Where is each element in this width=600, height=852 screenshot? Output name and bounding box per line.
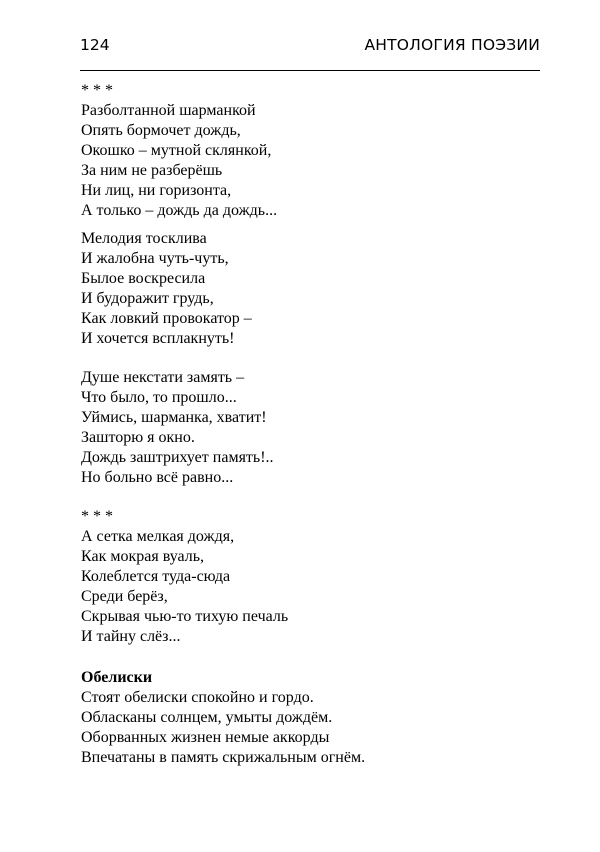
stanza	[81, 688, 541, 768]
verse-line: Мелодия тосклива	[81, 230, 207, 247]
verse-line: А только – дождь да дождь...	[81, 202, 278, 219]
verse-line: За ним не разберёшь	[81, 162, 223, 179]
verse-line: Среди берёз,	[81, 588, 168, 605]
poem-title: Обелиски	[81, 669, 153, 686]
stanza	[81, 527, 541, 647]
verse-line: И будоражит грудь,	[81, 290, 214, 307]
verse-line: Зашторю я окно.	[81, 429, 195, 446]
page-content	[81, 81, 541, 768]
verse-line: И хочется всплакнуть!	[81, 330, 235, 347]
verse-line: Оборванных жизнен немые аккорды	[81, 729, 330, 746]
stanza	[81, 101, 541, 221]
verse-line: Скрывая чью-то тихую печаль	[81, 608, 289, 625]
running-title: АНТОЛОГИЯ ПОЭЗИИ	[364, 36, 540, 54]
poem	[81, 81, 541, 488]
stanza	[81, 229, 541, 349]
verse-line: Ни лиц, ни горизонта,	[81, 182, 232, 199]
verse-line: Дождь заштрихует память!..	[81, 449, 274, 466]
verse-line: Опять бормочет дождь,	[81, 122, 241, 139]
page-header	[80, 36, 540, 71]
verse-line: Но больно всё равно...	[81, 469, 234, 486]
verse-line: Уймись, шарманка, хватит!	[81, 409, 267, 426]
poem	[81, 668, 541, 768]
poem-separator: * * *	[81, 82, 113, 99]
verse-line: Былое воскресила	[81, 270, 206, 287]
verse-line: Окошко – мутной склянкой,	[81, 142, 272, 159]
verse-line: Что было, то прошло...	[81, 389, 237, 406]
poem	[81, 507, 541, 647]
verse-line: Как ловкий провокатор –	[81, 310, 252, 327]
verse-line: Впечатаны в память скрижальным огнём.	[81, 749, 366, 766]
verse-line: Как мокрая вуаль,	[81, 548, 205, 565]
page-number: 124	[80, 36, 110, 54]
verse-line: А сетка мелкая дождя,	[81, 528, 235, 545]
verse-line: Колеблется туда-сюда	[81, 568, 231, 585]
verse-line: И жалобна чуть-чуть,	[81, 250, 229, 267]
verse-line: Разболтанной шарманкой	[81, 102, 256, 119]
stanza	[81, 368, 541, 488]
verse-line: Душе некстати замять –	[81, 369, 245, 386]
verse-line: Обласканы солнцем, умыты дождём.	[81, 709, 333, 726]
verse-line: И тайну слёз...	[81, 628, 181, 645]
verse-line: Стоят обелиски спокойно и гордо.	[81, 689, 314, 706]
poem-separator: * * *	[81, 508, 113, 525]
